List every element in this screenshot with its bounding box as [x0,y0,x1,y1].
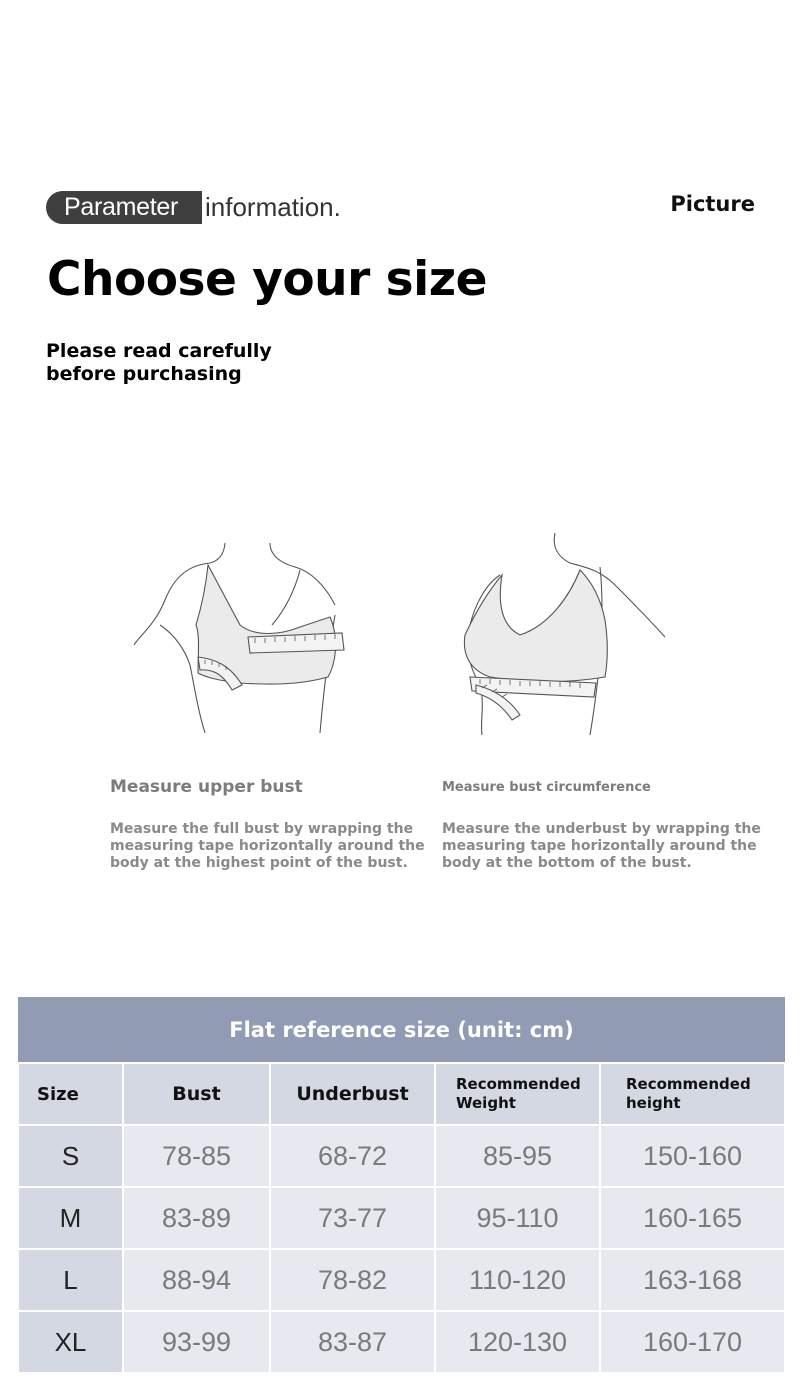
underbust-cell: 83-87 [270,1311,435,1373]
parameter-heading-rest: information. [205,192,341,222]
bust-cell: 88-94 [123,1249,270,1311]
height-cell: 163-168 [600,1249,785,1311]
upper-bust-description: Measure the full bust by wrapping the measuring tape horizontally around the body at the highest point of the bust. [110,821,425,871]
size-cell: S [18,1125,123,1187]
weight-cell: 85-95 [435,1125,600,1187]
page-title: Choose your size [47,252,487,307]
purchase-note: Please read carefully before purchasing [46,340,272,385]
weight-cell: 120-130 [435,1311,600,1373]
height-cell: 160-170 [600,1311,785,1373]
height-cell: 150-160 [600,1125,785,1187]
table-row [18,1125,785,1187]
weight-cell: 95-110 [435,1187,600,1249]
table-title: Flat reference size (unit: cm) [18,997,785,1063]
table-row [18,1249,785,1311]
header-size: Size [18,1063,123,1125]
size-cell: M [18,1187,123,1249]
table-row [18,1311,785,1373]
picture-label: Picture [670,192,755,216]
bust-cell: 93-99 [123,1311,270,1373]
size-cell: L [18,1249,123,1311]
size-cell: XL [18,1311,123,1373]
parameter-pill: Parameter [46,191,202,224]
bust-cell: 83-89 [123,1187,270,1249]
bust-circumference-description: Measure the underbust by wrapping the measuring tape horizontally around the body at the bottom of the bust. [442,821,761,871]
upper-bust-title: Measure upper bust [110,777,303,797]
height-cell: 160-165 [600,1187,785,1249]
table-row [18,1187,785,1249]
header-underbust: Underbust [270,1063,435,1125]
underbust-cell: 73-77 [270,1187,435,1249]
header-bust: Bust [123,1063,270,1125]
upper-bust-illustration [120,525,380,740]
underbust-cell: 68-72 [270,1125,435,1187]
bust-circumference-title: Measure bust circumference [442,780,651,795]
header-recommended-height: Recommended height [600,1063,785,1125]
header-recommended-weight: Recommended Weight [435,1063,600,1125]
bust-cell: 78-85 [123,1125,270,1187]
bust-circumference-illustration [440,525,700,740]
size-chart-table [17,997,786,1374]
underbust-cell: 78-82 [270,1249,435,1311]
weight-cell: 110-120 [435,1249,600,1311]
